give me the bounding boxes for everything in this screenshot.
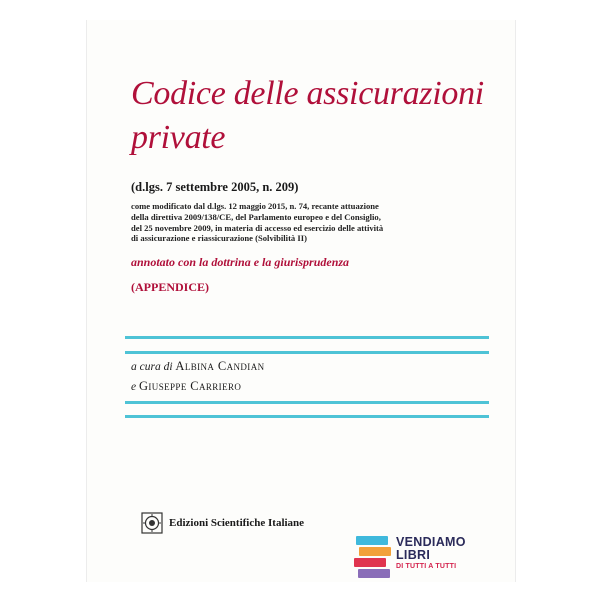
publisher-logo-icon: [141, 512, 163, 534]
annotation-note: annotato con la dottrina e la giurisprudenza: [131, 255, 350, 269]
divider-rule: [125, 415, 489, 418]
book-shape: [359, 547, 391, 556]
editor-line-1: [131, 359, 265, 374]
badge-text: [396, 536, 466, 572]
publisher-name: Edizioni Scientifiche Italiane: [169, 517, 305, 529]
book-stack-icon: [350, 530, 394, 586]
divider-rule: [125, 401, 489, 404]
badge-tagline: DI TUTTI A TUTTI: [396, 563, 457, 570]
description-line: di assicurazione e riassicurazione (Solvibilità II): [131, 233, 307, 244]
law-reference: (d.lgs. 7 settembre 2005, n. 209): [131, 180, 299, 194]
book-cover: [86, 20, 516, 582]
badge-line-2: LIBRI: [396, 548, 431, 562]
title-line-1: Codice delle assicurazioni: [131, 75, 484, 112]
editor-conjunction: e: [131, 381, 137, 393]
title-line-2: private: [131, 119, 226, 156]
editor-name-1: Albina Candian: [175, 359, 265, 373]
divider-rule: [125, 351, 489, 354]
book-shape: [356, 536, 388, 545]
description-line: come modificato dal d.lgs. 12 maggio 2015, n. 74, recante attuazione: [131, 201, 379, 211]
editor-line-2: [131, 379, 241, 394]
vendiamo-libri-badge: [350, 530, 490, 586]
description-line: della direttiva 2009/138/CE, del Parlamento europeo e del Consiglio,: [131, 211, 381, 222]
law-description: [131, 201, 491, 244]
appendix-label: (APPENDICE): [131, 280, 209, 294]
book-shape: [354, 558, 386, 567]
publisher-block: [141, 512, 304, 534]
book-title: [131, 72, 484, 160]
description-line: del 25 novembre 2009, in materia di accesso ed esercizio delle attività: [131, 222, 384, 233]
badge-line-1: VENDIAMO: [396, 535, 466, 549]
curated-by-prefix: a cura di: [131, 361, 173, 373]
divider-rule: [125, 336, 489, 339]
editor-name-2: Giuseppe Carriero: [138, 379, 242, 393]
book-shape: [358, 569, 390, 578]
